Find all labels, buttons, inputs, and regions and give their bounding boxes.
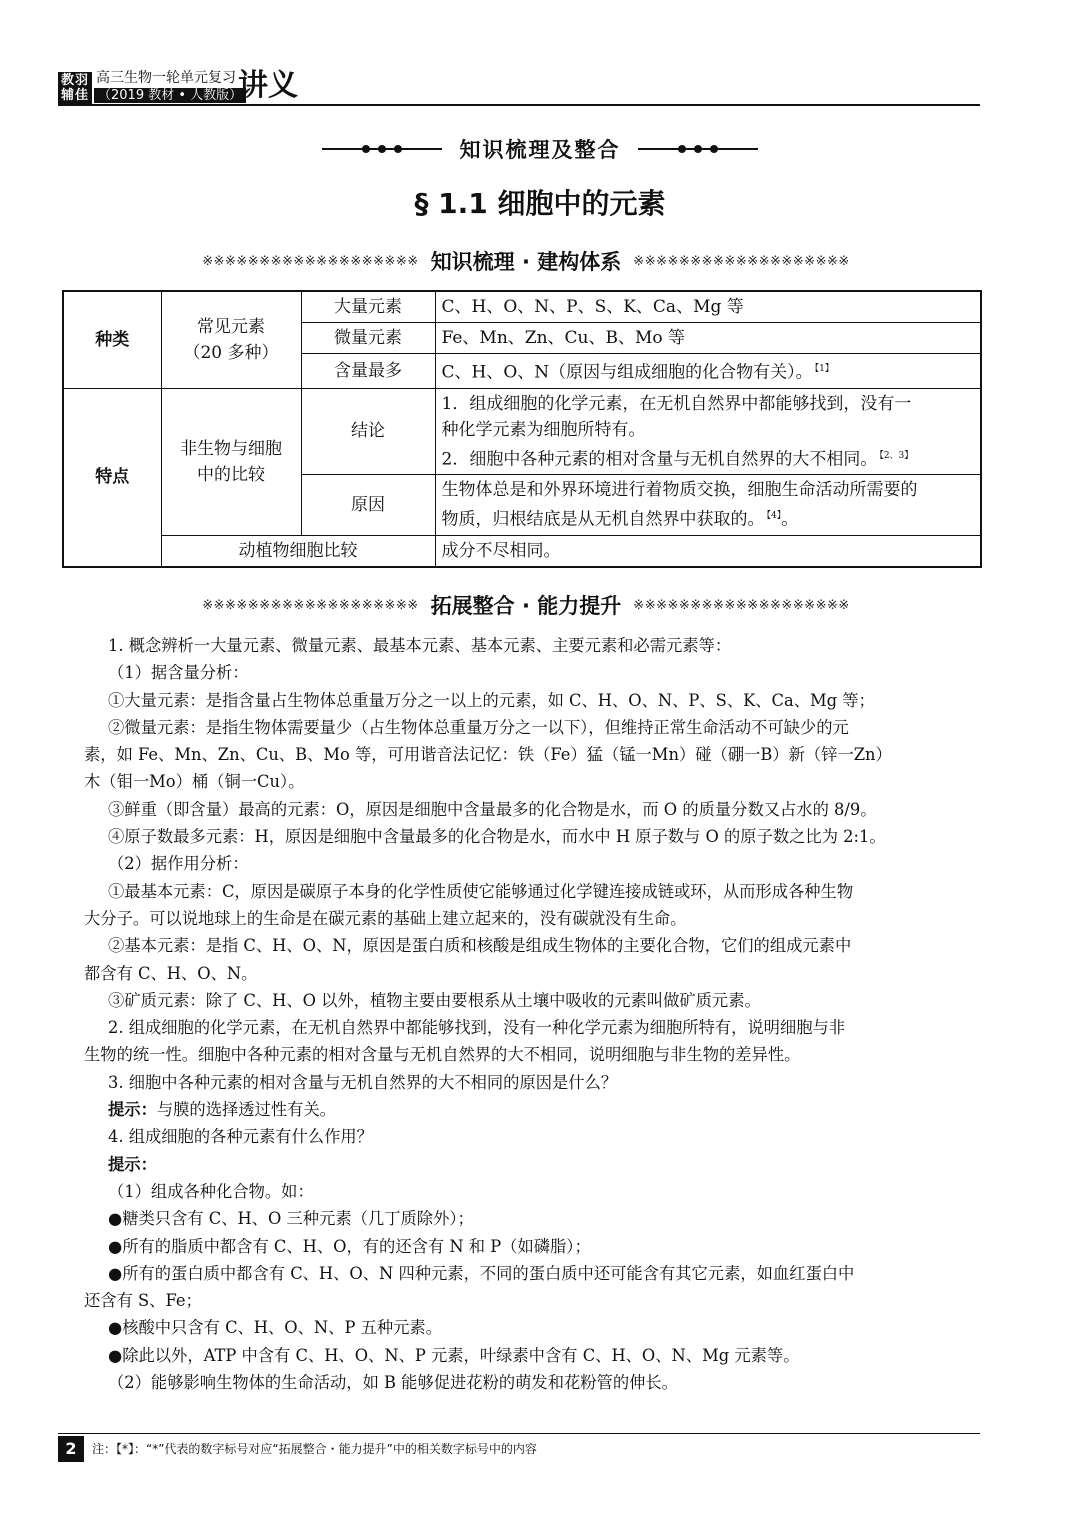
logo-line2: 辅佳 bbox=[60, 88, 89, 103]
ref-2-3: 【2、3】 bbox=[879, 450, 914, 461]
feature-label: 特点 bbox=[63, 388, 161, 567]
header-rule bbox=[58, 104, 980, 106]
reason-value: 生物体总是和外界环境进行着物质交换，细胞生命活动所需要的 物质，归根结底是从无机自然界中获取的。 $^{【4】}$。 bbox=[435, 475, 981, 536]
reason-label: 原因 bbox=[301, 475, 435, 536]
compare-label: 非生物与细胞 中的比较 bbox=[161, 388, 301, 535]
para-line: 1. 概念辨析一大量元素、微量元素、最基本元素、基本元素、主要元素和必需元素等： bbox=[108, 636, 732, 655]
section-title-2: 拓展整合 · 能力提升 bbox=[430, 594, 622, 618]
conclusion-value: 1．组成细胞的化学元素，在无机自然界中都能够找到，没有一 种化学元素为细胞所特有。 2．细胞中各种元素的相对含量与无机自然界的大不相同。 $^{【2、3】}$ bbox=[435, 388, 981, 475]
ref-1: 【1】 bbox=[814, 364, 834, 374]
section-heading-2 bbox=[76, 590, 976, 620]
para-line: 大分子。可以说地球上的生命是在碳元素的基础上建立起来的，没有碳就没有生命。 bbox=[84, 908, 687, 928]
most-value: C、H、O、N（原因与组成细胞的化合物有关）。 $^{【1】}$ bbox=[435, 354, 981, 389]
para-line: 提示： bbox=[108, 1154, 157, 1174]
macro-value: C、H、O、N、P、S、K、Ca、Mg 等 bbox=[435, 291, 981, 323]
footer-rule bbox=[58, 1433, 980, 1434]
section-title-1: 知识梳理 · 建构体系 bbox=[430, 250, 622, 274]
para-line: ②微量元素：是指生物体需要量少（占生物体总重量万分之一以下），但维持正常生命活动不可缺少的元 bbox=[108, 717, 849, 737]
para-line: ●核酸中只含有 C、H、O、N、P 五种元素。 bbox=[108, 1318, 442, 1338]
micro-value: Fe、Mn、Zn、Cu、B、Mo 等 bbox=[435, 323, 981, 354]
header-title: 讲义 bbox=[238, 68, 298, 103]
page-header bbox=[58, 66, 980, 106]
para-line: ●糖类只含有 C、H、O 三种元素（几丁质除外）； bbox=[108, 1209, 474, 1229]
banner bbox=[0, 134, 1080, 162]
stars-right: ※※※※※※※※※※※※※※※※※※※ bbox=[633, 253, 850, 269]
para-line: ③矿质元素：除了 C、H、O 以外，植物主要由要根系从土壤中吸收的元素叫做矿质元素。 bbox=[108, 990, 761, 1010]
para-line: （2）据作用分析： bbox=[108, 854, 249, 874]
para-line: 3. 细胞中各种元素的相对含量与无机自然界的大不相同的原因是什么？ bbox=[108, 1072, 618, 1092]
page-title: § 1.1 细胞中的元素 bbox=[414, 187, 666, 220]
banner-title: 知识梳理及整合 bbox=[459, 138, 621, 162]
para-line: ③鲜重（即含量）最高的元素：O，原因是细胞中含量最多的化合物是水，而 O 的质量分数又占水的 8/9。 bbox=[108, 799, 877, 819]
body-text bbox=[84, 632, 978, 1396]
common-elements bbox=[161, 291, 301, 388]
knowledge-table bbox=[62, 290, 982, 568]
ornament-right-icon bbox=[638, 143, 758, 155]
para-line: ①最基本元素：C，原因是碳原子本身的化学性质使它能够通过化学键连接成链或环，从而形成各种生物 bbox=[108, 881, 854, 901]
para-line: 木（钼一Mo）桶（铜一Cu）。 bbox=[84, 772, 305, 792]
page-number: 2 bbox=[58, 1436, 84, 1462]
stars-right: ※※※※※※※※※※※※※※※※※※※ bbox=[633, 597, 850, 613]
most-label: 含量最多 bbox=[301, 354, 435, 389]
para-line: ●所有的蛋白质中都含有 C、H、O、N 四种元素，不同的蛋白质中还可能含有其它元素，如血红蛋白中 bbox=[108, 1263, 855, 1283]
para-line: 还含有 S、Fe； bbox=[84, 1291, 202, 1311]
para-line: 2. 组成细胞的化学元素，在无机自然界中都能够找到，没有一种化学元素为细胞所特有，说明细胞与非 bbox=[108, 1018, 846, 1038]
para-line: 素，如 Fe、Mn、Zn、Cu、B、Mo 等，可用谐音法记忆：铁（Fe）猛（锰一Mn）碰（硼一B）新（锌一Zn） bbox=[84, 745, 892, 765]
para-line: ①大量元素：是指含量占生物体总重量万分之一以上的元素，如 C、H、O、N、P、S、K、Ca、Mg 等； bbox=[108, 690, 875, 710]
para-line: 都含有 C、H、O、N。 bbox=[84, 963, 258, 983]
micro-label: 微量元素 bbox=[301, 323, 435, 354]
common-elements-count: （20 多种） bbox=[183, 342, 279, 363]
animal-plant-label: 动植物细胞比较 bbox=[161, 535, 435, 567]
para-line: ●除此以外，ATP 中含有 C、H、O、N、P 元素，叶绿素中含有 C、H、O、N、Mg 元素等。 bbox=[108, 1345, 800, 1365]
conclusion-label: 结论 bbox=[301, 388, 435, 475]
footer-note: 注：【*】：“*”代表的数字标号对应“拓展整合・能力提升”中的相关数字标号中的内容 bbox=[92, 1442, 537, 1456]
header-edition: （2019 教材 • 人教版） bbox=[94, 88, 246, 103]
section-heading-1 bbox=[76, 246, 976, 276]
para-line: 4. 组成细胞的各种元素有什么作用？ bbox=[108, 1127, 373, 1147]
para-line: ④原子数最多元素：H，原因是细胞中含量最多的化合物是水，而水中 H 原子数与 O 的原子数之比为 2:1。 bbox=[108, 827, 886, 847]
para-line: （1）据含量分析： bbox=[108, 663, 249, 683]
logo bbox=[58, 72, 92, 104]
stars-left: ※※※※※※※※※※※※※※※※※※※ bbox=[202, 597, 419, 613]
animal-plant-value: 成分不尽相同。 bbox=[435, 535, 981, 567]
header-subtitle: 高三生物一轮单元复习 bbox=[96, 70, 236, 86]
type-label: 种类 bbox=[63, 291, 161, 388]
para-line: ●所有的脂质中都含有 C、H、O，有的还含有 N 和 P（如磷脂）； bbox=[108, 1236, 591, 1256]
para-line: （2）能够影响生物体的生命活动，如 B 能够促进花粉的萌发和花粉管的伸长。 bbox=[108, 1373, 678, 1393]
macro-label: 大量元素 bbox=[301, 291, 435, 323]
para-line: ②基本元素：是指 C、H、O、N，原因是蛋白质和核酸是组成生物体的主要化合物，它们的组成元素中 bbox=[108, 936, 852, 956]
common-elements-label: 常见元素 bbox=[197, 316, 265, 337]
logo-line1: 教羽 bbox=[60, 73, 89, 88]
para-line: （1）组成各种化合物。如： bbox=[108, 1181, 314, 1201]
ornament-left-icon bbox=[322, 143, 442, 155]
para-line: 生物的统一性。细胞中各种元素的相对含量与无机自然界的大不相同，说明细胞与非生物的差异性。 bbox=[84, 1045, 801, 1065]
para-line: 提示：与膜的选择透过性有关。 bbox=[108, 1100, 336, 1120]
ref-4: 【4】 bbox=[766, 511, 782, 522]
stars-left: ※※※※※※※※※※※※※※※※※※※ bbox=[202, 253, 419, 269]
